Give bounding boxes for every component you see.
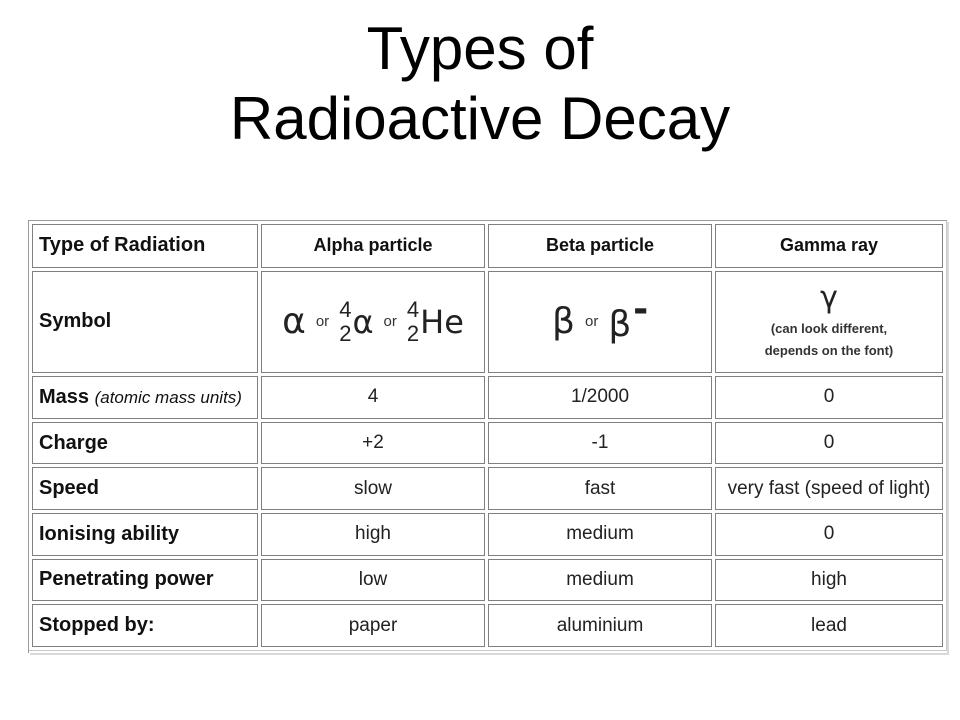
radiation-table [29,221,947,651]
stopped-beta: aluminium [488,604,712,647]
alpha-symbol-cell [261,271,485,374]
radiation-table-frame [28,220,947,653]
gamma-symbol: γ [820,280,838,316]
speed-gamma: very fast (speed of light) [715,467,943,510]
ionising-alpha: high [261,513,485,556]
row-label-stopped-by: Stopped by: [32,604,258,647]
table-row-speed [32,467,943,510]
title-line-1: Types of [366,15,594,82]
beta-minus-symbol: β [608,303,632,345]
row-label-penetrating: Penetrating power [32,559,258,602]
alpha-atomic-number: 2 [339,320,352,346]
row-label-symbol: Symbol [32,271,258,374]
charge-gamma: 0 [715,422,943,465]
minus-sign: - [633,282,648,332]
beta-symbol: β [552,301,575,343]
alpha-symbol-nuclide: α [352,302,374,341]
gamma-note-line-2: depends on the font) [764,343,894,359]
header-alpha: Alpha particle [261,224,485,268]
title-line-2: Radioactive Decay [229,85,731,152]
gamma-symbol-cell [715,271,943,374]
helium-atomic-number: 2 [406,320,420,346]
table-row-charge [32,422,943,465]
penetrating-gamma: high [715,559,943,602]
ionising-beta: medium [488,513,712,556]
gamma-note-line-1: (can look different, [770,321,888,337]
page-title [0,14,960,154]
or-label: or [383,313,397,331]
mass-gamma: 0 [715,376,943,419]
header-gamma: Gamma ray [715,224,943,268]
mass-unit: (atomic mass units) [94,387,242,407]
table-row-symbol [32,271,943,374]
row-label-mass [32,376,258,419]
speed-alpha: slow [261,467,485,510]
or-label: or [315,313,330,331]
header-row-label: Type of Radiation [32,224,258,268]
helium-symbol: He [420,302,464,341]
ionising-gamma: 0 [715,513,943,556]
speed-beta: fast [488,467,712,510]
helium-mass-number: 4 [406,296,420,322]
table-row-penetrating [32,559,943,602]
stopped-gamma: lead [715,604,943,647]
or-label: or [585,313,599,331]
penetrating-beta: medium [488,559,712,602]
alpha-symbol: α [282,301,306,343]
table-header-row [32,224,943,268]
mass-label: Mass [39,385,90,408]
row-label-speed: Speed [32,467,258,510]
beta-symbol-cell [488,271,712,374]
mass-beta: 1/2000 [488,376,712,419]
header-beta: Beta particle [488,224,712,268]
table-row-mass [32,376,943,419]
helium-nuclide-notation [407,298,464,346]
table-row-stopped-by [32,604,943,647]
alpha-mass-number: 4 [339,296,352,322]
table-row-ionising [32,513,943,556]
stopped-alpha: paper [261,604,485,647]
alpha-nuclide-notation [339,298,373,346]
row-label-ionising: Ionising ability [32,513,258,556]
row-label-charge: Charge [32,422,258,465]
penetrating-alpha: low [261,559,485,602]
charge-alpha: +2 [261,422,485,465]
charge-beta: -1 [488,422,712,465]
mass-alpha: 4 [261,376,485,419]
